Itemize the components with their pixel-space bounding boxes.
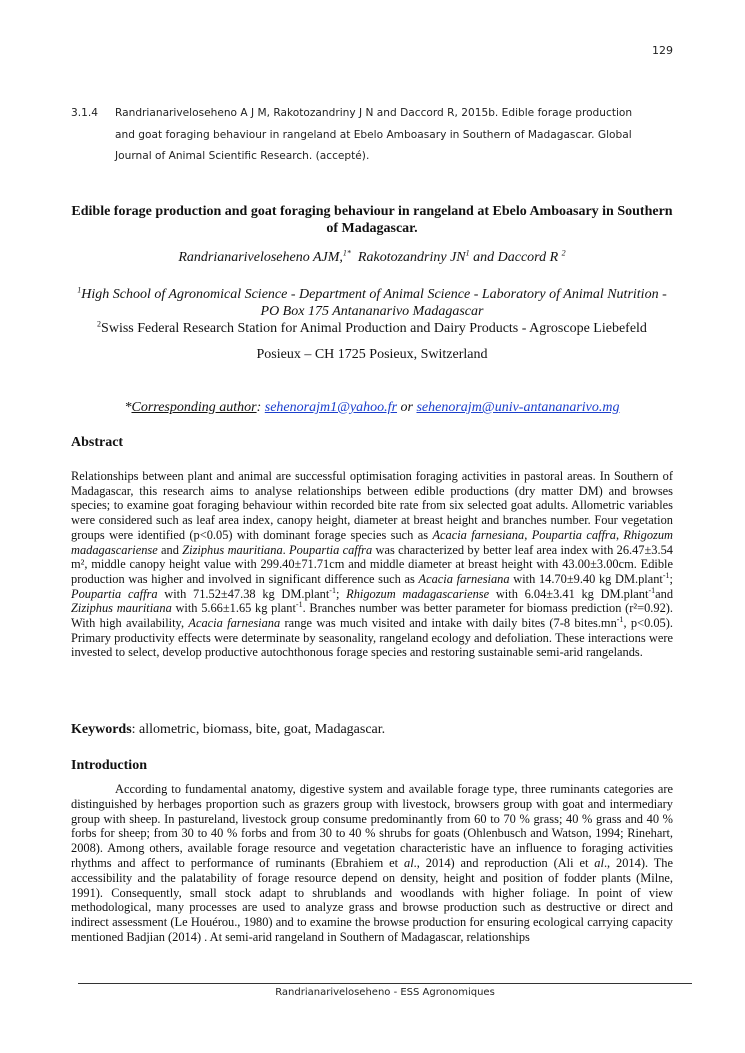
affiliation-mark: 2	[97, 319, 102, 329]
affiliation-1	[71, 286, 673, 320]
abstract-text: ,	[524, 527, 532, 542]
unit-exponent: -1	[616, 614, 624, 624]
affiliation-2	[71, 320, 673, 337]
affiliation-mark: 1	[77, 285, 82, 295]
abstract-text: .	[282, 542, 290, 557]
introduction-body	[71, 782, 673, 945]
intro-text: According to fundamental anatomy, digestive system and available forage type, three ruminants categories are distinguished by herbages proportion such as grazers group with livestock, browsers group with goat and intermediary group with sheep. In pastureland, livestock group consume predominantly from 60 to 70 % grass; 40 % grass and 40 % forbs for sheep; from 30 to 40 % forbs and from 30 to 40 % shrubs for goats (Ohlenbusch and Watson, 1994; Rinehart, 2008). Among others, available forage resource and vegetation characteristic have an influence to foraging activities rhythms and affect to performance of ruminants (Ebrahiem et	[71, 782, 673, 870]
author-list	[71, 250, 673, 266]
species-name: Ziziphus mauritiana	[71, 601, 172, 616]
species-name: Poupartia caffra	[71, 586, 158, 601]
abstract-text: . Branches number was better parameter for biomass prediction (r²=0.92). With high availability,	[71, 601, 673, 631]
affiliation-2-address: Posieux – CH 1725 Posieux, Switzerland	[256, 347, 488, 362]
reference-entry	[71, 103, 675, 168]
abstract-text: with 6.04±3.41 kg DM.plant	[489, 586, 649, 601]
species-name: Ziziphus mauritiana	[182, 542, 283, 557]
introduction-heading: Introduction	[71, 758, 147, 773]
abstract-text: and	[157, 542, 183, 557]
species-name: Acacia farnesiana	[188, 616, 281, 631]
unit-exponent: -1	[648, 585, 656, 595]
footer-divider	[78, 983, 692, 984]
paper-title: Edible forage production and goat foraging behaviour in rangeland at Ebelo Amboasary in Southern of Madagascar.	[71, 204, 673, 236]
reference-line: Randrianariveloseheno A J M, Rakotozandriny J N and Daccord R, 2015b. Edible forage production	[115, 107, 633, 119]
abstract-text: and	[655, 586, 674, 601]
keywords-line	[71, 722, 385, 738]
affiliation-text: High School of Agronomical Science - Department of Animal Science - Laboratory of Animal Nutrition - PO Box 175 Antananarivo Madagascar	[81, 287, 667, 319]
abstract-text: range was much visited and intake with daily bites (7-8 bites.mn	[280, 616, 617, 631]
species-name: Rhigozum madagascariense	[346, 586, 490, 601]
email-link-univ[interactable]: sehenorajm@univ-antananarivo.mg	[416, 400, 620, 415]
email-link-yahoo[interactable]: sehenorajm1@yahoo.fr	[264, 400, 398, 415]
intro-text: ., 2014) and reproduction (Ali et	[413, 855, 595, 870]
abstract-text: with 5.66±1.65 kg plant	[171, 601, 296, 616]
keywords-text: : allometric, biomass, bite, goat, Madagascar.	[131, 722, 386, 737]
abstract-text: , p<0.05). Primary productivity effects were determinate by seasonality, rangeland ecology and defoliation. These interactions were invested to select, develop productive autochthonous forage species and restoring sustainable semi-arid rangelands.	[71, 616, 673, 660]
species-name: Rhigozum madagascariense	[71, 527, 673, 557]
author-affiliation-mark: 1*	[342, 248, 351, 258]
et-al: al	[404, 855, 414, 870]
author-conjunction: and	[473, 250, 495, 265]
affiliation-text: Swiss Federal Research Station for Animal Production and Dairy Products - Agroscope Liebefeld	[101, 321, 647, 336]
page-footer: Randrianariveloseheno - ESS Agronomiques	[275, 987, 495, 998]
species-name: Acacia farnesiana	[432, 527, 525, 542]
reference-line: Journal of Animal Scientific Research. (accepté).	[115, 150, 370, 162]
species-name: Poupartia caffra	[289, 542, 373, 557]
reference-number: 3.1.4	[71, 107, 98, 119]
intro-text: ., 2014). The accessibility and the palatability of forage resource depend on density, height and position of fodder plants (Milne, 1991). Consequently, small stock adapt to shrublands and woodlands with higher foliage. In point of view methodological, many processes are used to analyze grass and browse production such as destructive or direct and indirect assessment (Le Houérou., 1980) and to examine the browse production for ensuring ecological carrying capacity mentioned Badjian (2014) . At semi-arid rangeland in Southern of Madagascar, relationships	[71, 855, 673, 944]
author-name: Randrianariveloseheno AJM,	[178, 250, 343, 265]
keywords-label: Keywords	[71, 722, 132, 737]
corresponding-colon: :	[256, 400, 265, 415]
abstract-body	[71, 469, 673, 660]
et-al: al	[594, 855, 604, 870]
species-name: Poupartia caffra	[531, 527, 616, 542]
page-number: 129	[652, 44, 673, 57]
unit-exponent: -1	[295, 600, 303, 610]
reference-line: and goat foraging behaviour in rangeland at Ebelo Amboasary in Southern of Madagascar. Global	[115, 128, 632, 141]
abstract-text: ;	[335, 586, 347, 601]
corresponding-label: Corresponding author	[131, 400, 257, 415]
author-name: Rakotozandriny JN	[357, 250, 466, 265]
abstract-text: with 71.52±47.38 kg DM.plant	[157, 586, 330, 601]
corresponding-author	[71, 400, 673, 416]
abstract-text: ,	[615, 527, 624, 542]
unit-exponent: -1	[662, 570, 670, 580]
author-affiliation-mark: 1	[465, 248, 470, 258]
abstract-text: with 14.70±9.40 kg DM.plant	[509, 571, 663, 586]
author-name: Daccord R	[497, 250, 559, 265]
corresponding-or: or	[397, 400, 417, 415]
author-affiliation-mark: 2	[561, 248, 566, 258]
abstract-text: ;	[669, 571, 673, 586]
abstract-text: was characterized by better leaf area index with 26.47±3.54 m², middle canopy height value with 299.40±71.71cm and middle diameter at breast height with 43.00±3.00cm. Edible production was higher and involved in significant difference such as	[71, 542, 673, 586]
unit-exponent: -1	[329, 585, 336, 595]
species-name: Acacia farnesiana	[418, 571, 510, 586]
corresponding-marker: *	[124, 400, 132, 415]
abstract-heading: Abstract	[71, 435, 124, 450]
abstract-text: Relationships between plant and animal are successful optimisation foraging activities in pastoral areas. In Southern of Madagascar, this research aims to analyse relationships between edible productions (dry matter DM) and browses species; to examine goat foraging behaviour within recorded bite rate from six selected goat adults. Allometric variables were considered such as leaf area index, canopy height, diameter at breast height and branches number. Four vegetation groups were identified (p<0.05) with dominant forage species such as	[71, 469, 673, 542]
